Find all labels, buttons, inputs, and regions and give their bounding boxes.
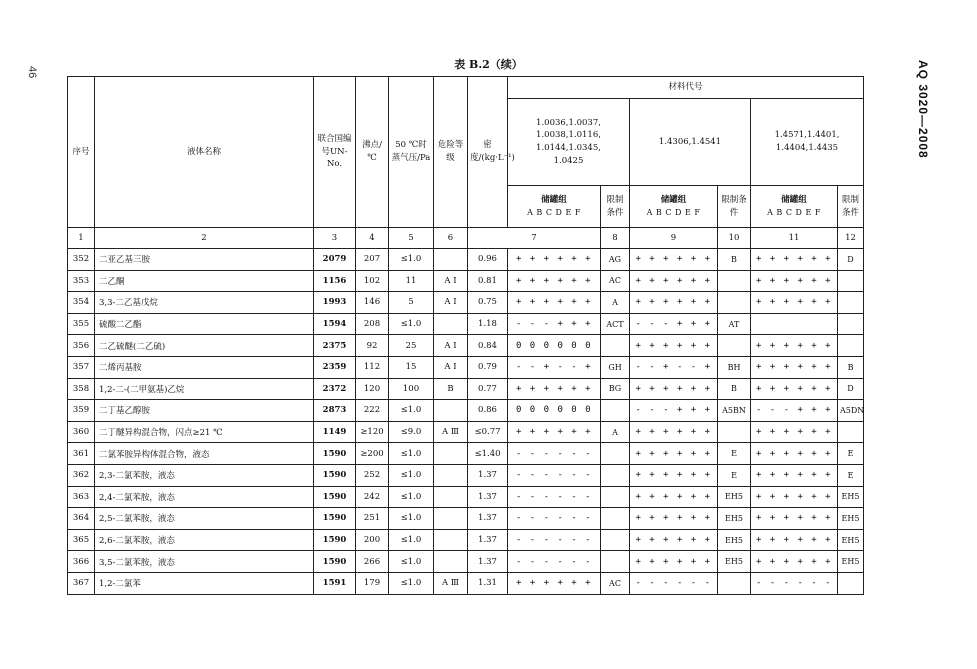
row-number: 366 [68,551,95,573]
boiling-point: ≥200 [356,443,389,465]
restriction-c [838,335,864,357]
restriction-a: ACT [601,313,630,335]
boiling-point: 146 [356,292,389,314]
col-number: 7 [468,228,601,249]
restriction-c: D [838,378,864,400]
vapor-pressure: ≤1.0 [389,529,434,551]
tank-group-a-marks: - - - - - - [508,551,601,573]
restriction-c: EH5 [838,529,864,551]
table-row [68,249,864,271]
header-seq: 序号 [68,77,95,228]
liquid-name: 2,6-二氯苯胺，液态 [95,529,314,551]
hazard-class: A Ⅲ [434,572,468,594]
vapor-pressure: 11 [389,270,434,292]
header-material-group-c [751,99,864,186]
table-row [68,529,864,551]
header-restriction: 限制条件 [838,186,864,228]
tank-group-a-marks: - - - - - - [508,508,601,530]
restriction-b [718,270,751,292]
boiling-point: 102 [356,270,389,292]
restriction-b: E [718,464,751,486]
header-bp: 沸点/℃ [356,77,389,228]
tank-group-b-marks: - - - + + + [630,400,718,422]
restriction-b [718,335,751,357]
restriction-a [601,508,630,530]
liquid-name: 二丁醚异构混合物，闪点≥21 ℃ [95,421,314,443]
tank-group-b-marks: + + + + + + [630,270,718,292]
boiling-point: 222 [356,400,389,422]
restriction-a [601,400,630,422]
table-row [68,551,864,573]
boiling-point: 92 [356,335,389,357]
restriction-c: D [838,249,864,271]
material-a-line: 1.0038,1.0116, [536,130,601,141]
boiling-point: 120 [356,378,389,400]
un-number: 1594 [314,313,356,335]
tank-group-label: 储罐组 [660,195,687,206]
boiling-point: 112 [356,356,389,378]
hazard-class [434,486,468,508]
hazard-class: B [434,378,468,400]
header-restriction: 限制条件 [718,186,751,228]
row-number: 352 [68,249,95,271]
boiling-point: 251 [356,508,389,530]
tank-group-c-marks: + + + + + + [751,292,838,314]
density: 1.37 [468,464,508,486]
restriction-c: EH5 [838,551,864,573]
vapor-pressure: ≤1.0 [389,572,434,594]
un-number: 1149 [314,421,356,443]
row-number: 354 [68,292,95,314]
table-row [68,313,864,335]
table-row [68,378,864,400]
header-density: 密度/(kg·L⁻¹) [468,77,508,228]
tank-group-c-marks: + + + + + + [751,270,838,292]
restriction-c [838,270,864,292]
boiling-point: 242 [356,486,389,508]
un-number: 1590 [314,486,356,508]
un-number: 1591 [314,572,356,594]
col-number: 12 [838,228,864,249]
table-row [68,335,864,357]
boiling-point: ≥120 [356,421,389,443]
restriction-c [838,421,864,443]
tank-group-label: 储罐组 [541,195,567,206]
liquid-name: 硫酸二乙酯 [95,313,314,335]
tank-group-b-marks: + + + + + + [630,443,718,465]
hazard-class [434,508,468,530]
restriction-b: EH5 [718,529,751,551]
boiling-point: 179 [356,572,389,594]
table-row [68,508,864,530]
tank-group-c-marks: - - - + + + [751,400,838,422]
density: 0.77 [468,378,508,400]
tank-group-c-marks: + + + + + + [751,249,838,271]
vapor-pressure: ≤1.0 [389,249,434,271]
col-number: 5 [389,228,434,249]
row-number: 359 [68,400,95,422]
tank-group-c-marks: + + + + + + [751,378,838,400]
hazard-class [434,443,468,465]
tank-group-c-marks: + + + + + + [751,551,838,573]
tank-group-a-marks: - - - - - - [508,443,601,465]
tank-group-a-marks: - - - + + + [508,313,601,335]
header-hazard: 危险等级 [434,77,468,228]
table-row [68,486,864,508]
density: 1.18 [468,313,508,335]
material-c-line: 1.4571,1.4401, [774,130,840,141]
tank-group-c-marks: + + + + + + [751,529,838,551]
hazard-class: A Ⅰ [434,292,468,314]
tank-group-b-marks: - - - - - - [630,572,718,594]
liquid-name: 二亚乙基三胺 [95,249,314,271]
un-number: 2372 [314,378,356,400]
tank-group-a-marks: + + + + + + [508,292,601,314]
tank-group-c-marks: + + + + + + [751,508,838,530]
restriction-b: E [718,443,751,465]
hazard-class: A Ⅰ [434,335,468,357]
group-letters: A B C D E F [646,207,701,217]
group-letters: A B C D E F [767,207,821,217]
restriction-c: A5DN [838,400,864,422]
hazard-class [434,551,468,573]
table-body [68,249,864,595]
header-material-group-a [508,99,630,186]
hazard-class [434,313,468,335]
tank-group-c-marks: + + + + + + [751,443,838,465]
header-un: 联合国编号UN-No. [314,77,356,228]
tank-group-a-marks: 0 0 0 0 0 0 [508,335,601,357]
vapor-pressure: ≤9.0 [389,421,434,443]
density: 1.37 [468,529,508,551]
liquid-name: 二乙酮 [95,270,314,292]
tank-group-b-marks: + + + + + + [630,464,718,486]
density: 1.37 [468,551,508,573]
un-number: 2873 [314,400,356,422]
un-number: 1590 [314,443,356,465]
restriction-c: EH5 [838,486,864,508]
header-material-group-b: 1.4306,1.4541 [630,99,751,186]
tank-group-c-marks: + + + + + + [751,486,838,508]
vapor-pressure: ≤1.0 [389,400,434,422]
tank-group-c-marks: + + + + + + [751,421,838,443]
un-number: 2375 [314,335,356,357]
un-number: 1156 [314,270,356,292]
restriction-b [718,292,751,314]
vapor-pressure: ≤1.0 [389,313,434,335]
vapor-pressure: 100 [389,378,434,400]
vapor-pressure: ≤1.0 [389,486,434,508]
tank-group-b-marks: + + + + + + [630,421,718,443]
restriction-c: EH5 [838,508,864,530]
hazard-class: A Ⅰ [434,270,468,292]
tank-group-a-marks: + + + + + + [508,378,601,400]
tank-group-b-marks: - - + - - + [630,356,718,378]
liquid-name: 二丁基乙醇胺 [95,400,314,422]
tank-group-a-marks: + + + + + + [508,249,601,271]
tank-group-b-marks: + + + + + + [630,486,718,508]
restriction-b: B [718,378,751,400]
col-number: 9 [630,228,718,249]
header-restriction: 限制条件 [601,186,630,228]
boiling-point: 200 [356,529,389,551]
group-letters: A B C D E F [527,207,581,217]
table-row [68,356,864,378]
tank-group-a-marks: 0 0 0 0 0 0 [508,400,601,422]
row-number: 365 [68,529,95,551]
restriction-a [601,486,630,508]
col-number: 10 [718,228,751,249]
row-number: 361 [68,443,95,465]
vapor-pressure: 25 [389,335,434,357]
hazard-class: A Ⅰ [434,356,468,378]
table-caption: 表 B.2（续） [454,58,523,71]
liquid-name: 2,4-二氯苯胺，液态 [95,486,314,508]
density: ≤1.40 [468,443,508,465]
density: 1.37 [468,508,508,530]
hazard-class [434,464,468,486]
row-number: 358 [68,378,95,400]
liquid-name: 二烯丙基胺 [95,356,314,378]
restriction-b: BH [718,356,751,378]
tank-group-b-marks: + + + + + + [630,249,718,271]
restriction-a: AC [601,270,630,292]
vapor-pressure: ≤1.0 [389,551,434,573]
tank-group-c-marks: + + + + + + [751,335,838,357]
col-number: 11 [751,228,838,249]
tank-group-a-marks: - - - - - - [508,529,601,551]
restriction-b [718,572,751,594]
tank-group-b-marks: + + + + + + [630,529,718,551]
vapor-pressure: ≤1.0 [389,464,434,486]
restriction-a: AC [601,572,630,594]
liquids-table [67,76,864,595]
table-row [68,270,864,292]
row-number: 364 [68,508,95,530]
vapor-pressure: ≤1.0 [389,443,434,465]
col-number: 2 [95,228,314,249]
material-a-line: 1.0036,1.0037, [536,117,601,128]
liquid-name: 3,3-二乙基戊烷 [95,292,314,314]
un-number: 2359 [314,356,356,378]
liquid-name: 二氯苯胺异构体混合物，液态 [95,443,314,465]
boiling-point: 208 [356,313,389,335]
restriction-c [838,292,864,314]
un-number: 1993 [314,292,356,314]
un-number: 2079 [314,249,356,271]
material-a-line: 1.0425 [553,155,584,166]
table-row [68,464,864,486]
restriction-a [601,551,630,573]
material-a-line: 1.0144,1.0345, [536,143,601,153]
header-tank-group [630,186,718,228]
restriction-b: EH5 [718,508,751,530]
tank-group-c-marks: - - - - - - [751,572,838,594]
restriction-c: E [838,464,864,486]
row-number: 362 [68,464,95,486]
page-number: 46 [26,66,38,79]
boiling-point: 207 [356,249,389,271]
density: 0.81 [468,270,508,292]
restriction-b: B [718,249,751,271]
tank-group-b-marks: - - - + + + [630,313,718,335]
un-number: 1590 [314,529,356,551]
liquid-name: 1,2-二-(二甲氨基)乙烷 [95,378,314,400]
col-number: 6 [434,228,468,249]
col-number: 3 [314,228,356,249]
tank-group-a-marks: - - + - - + [508,356,601,378]
header-materials: 材料代号 [508,77,864,99]
density: 1.31 [468,572,508,594]
hazard-class: A Ⅲ [434,421,468,443]
density: 0.84 [468,335,508,357]
un-number: 1590 [314,508,356,530]
col-number: 8 [601,228,630,249]
row-number: 363 [68,486,95,508]
restriction-a [601,464,630,486]
restriction-a: BG [601,378,630,400]
restriction-c [838,572,864,594]
restriction-a: GH [601,356,630,378]
boiling-point: 252 [356,464,389,486]
restriction-b [718,421,751,443]
row-number: 353 [68,270,95,292]
density: 0.75 [468,292,508,314]
header-name: 液体名称 [95,77,314,228]
tank-group-a-marks: + + + + + + [508,270,601,292]
standard-code: AQ 3020—2008 [916,60,930,159]
tank-group-c-marks: + + + + + + [751,464,838,486]
hazard-class [434,400,468,422]
tank-group-a-marks: + + + + + + [508,421,601,443]
density: 0.96 [468,249,508,271]
un-number: 1590 [314,464,356,486]
liquid-name: 2,5-二氯苯胺，液态 [95,508,314,530]
density: 1.37 [468,486,508,508]
vapor-pressure: ≤1.0 [389,508,434,530]
restriction-a: A [601,421,630,443]
restriction-a: A [601,292,630,314]
row-number: 356 [68,335,95,357]
restriction-b: EH5 [718,486,751,508]
restriction-c: B [838,356,864,378]
tank-group-a-marks: + + + + + + [508,572,601,594]
table-row [68,400,864,422]
col-number: 1 [68,228,95,249]
column-number-row [68,228,864,249]
vapor-pressure: 5 [389,292,434,314]
density: 0.86 [468,400,508,422]
restriction-c: E [838,443,864,465]
header-tank-group [508,186,601,228]
col-number: 4 [356,228,389,249]
table-row [68,292,864,314]
restriction-b: A5BN [718,400,751,422]
liquid-name: 二乙硫醚(二乙硫) [95,335,314,357]
tank-group-b-marks: + + + + + + [630,551,718,573]
table-row [68,572,864,594]
density: 0.79 [468,356,508,378]
tank-group-c-marks: + + + + + + [751,356,838,378]
table-row [68,443,864,465]
tank-group-b-marks: + + + + + + [630,508,718,530]
tank-group-a-marks: - - - - - - [508,464,601,486]
liquid-name: 3,5-二氯苯胺，液态 [95,551,314,573]
restriction-a: AG [601,249,630,271]
hazard-class [434,249,468,271]
tank-group-b-marks: + + + + + + [630,292,718,314]
row-number: 367 [68,572,95,594]
restriction-b: EH5 [718,551,751,573]
row-number: 360 [68,421,95,443]
header-vp: 50 ℃时蒸气压/Pa [389,77,434,228]
tank-group-a-marks: - - - - - - [508,486,601,508]
row-number: 355 [68,313,95,335]
vapor-pressure: 15 [389,356,434,378]
tank-group-c-marks [751,313,838,335]
restriction-c [838,313,864,335]
row-number: 357 [68,356,95,378]
header-tank-group [751,186,838,228]
hazard-class [434,529,468,551]
boiling-point: 266 [356,551,389,573]
un-number: 1590 [314,551,356,573]
restriction-b: AT [718,313,751,335]
restriction-a [601,529,630,551]
density: ≤0.77 [468,421,508,443]
restriction-a [601,335,630,357]
tank-group-b-marks: + + + + + + [630,378,718,400]
material-c-line: 1.4404,1.4435 [775,143,839,153]
liquid-name: 2,3-二氯苯胺，液态 [95,464,314,486]
tank-group-label: 储罐组 [781,195,807,206]
table-row [68,421,864,443]
liquid-name: 1,2-二氯苯 [95,572,314,594]
restriction-a [601,443,630,465]
tank-group-b-marks: + + + + + + [630,335,718,357]
